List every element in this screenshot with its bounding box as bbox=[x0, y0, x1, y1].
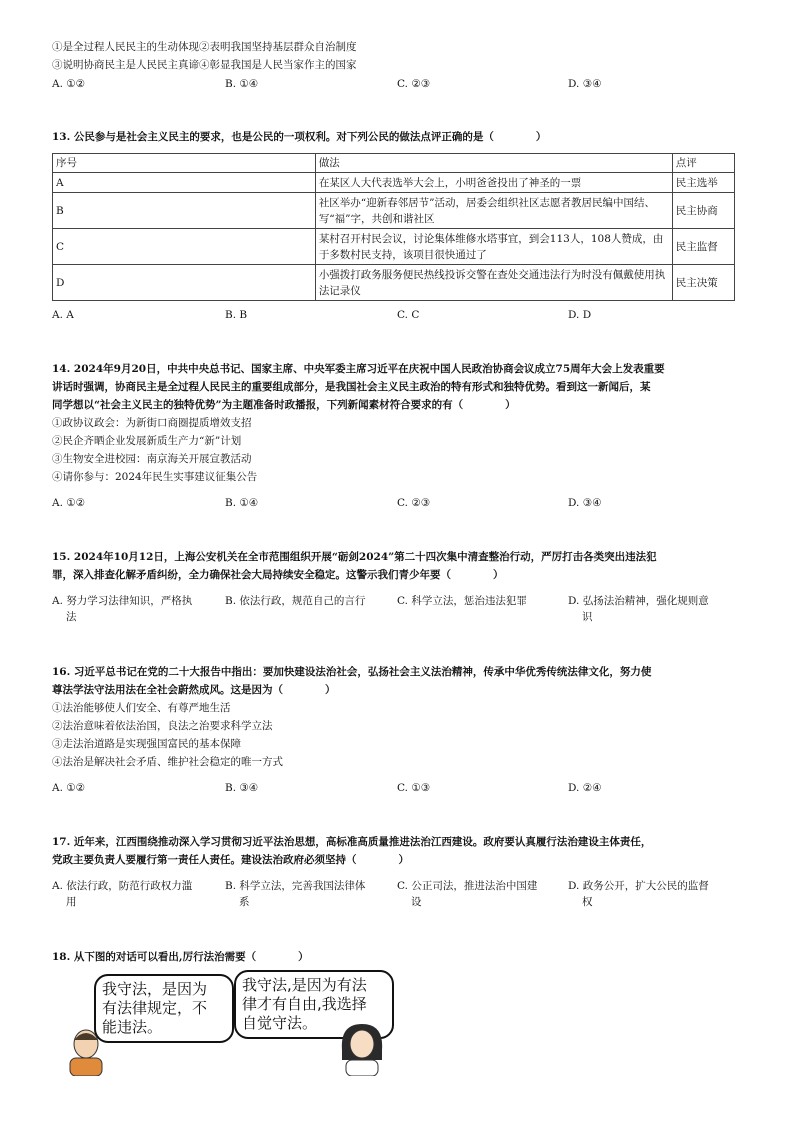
option-text-wrap: 设 bbox=[411, 896, 422, 908]
header-cell: 序号 bbox=[53, 154, 316, 173]
q12-statement-2: ③说明协商民主是人民民主真谛④彰显我国是人民当家作主的国家 bbox=[52, 59, 357, 71]
q17-option-d[interactable] bbox=[568, 878, 709, 910]
row-id: A bbox=[53, 173, 316, 193]
bubble-text: 律才有自由,我选择 bbox=[242, 995, 367, 1013]
row-action: 在某区人大代表选举大会上，小明爸爸投出了神圣的一票 bbox=[315, 173, 672, 193]
q18-stem: 18. 从下图的对话可以看出,厉行法治需要（ ） bbox=[52, 951, 309, 963]
q16-stem-line-1: 16. 习近平总书记在党的二十大报告中指出：要加快建设法治社会，弘扬社会主义法治精神，传承中华优秀传统法律文化，努力使 bbox=[52, 666, 652, 678]
q16-option-c[interactable]: C. ①③ bbox=[397, 782, 431, 794]
q17-option-c[interactable] bbox=[397, 878, 537, 910]
q14-item-1: ①政协议政会：为新街口商圈提质增效支招 bbox=[52, 417, 252, 429]
q14-stem-line-2: 讲话时强调，协商民主是全过程人民民主的重要组成部分，是我国社会主义民主政治的特有形式和独特优势。看到这一新闻后，某 bbox=[52, 381, 651, 393]
q15-option-a[interactable] bbox=[52, 593, 192, 625]
option-text-wrap: 权 bbox=[582, 896, 593, 908]
option-text: B. 科学立法，完善我国法律体 bbox=[225, 880, 366, 892]
q16-item-4: ④法治是解决社会矛盾、维护社会稳定的唯一方式 bbox=[52, 756, 283, 768]
q16-option-d[interactable]: D. ②④ bbox=[568, 782, 602, 794]
bubble-text: 我守法，是因为 bbox=[102, 980, 208, 998]
bubble-text: 能违法。 bbox=[102, 1018, 163, 1036]
q14-stem-line-3: 同学想以“社会主义民主的独特优势”为主题准备时政播报，下列新闻素材符合要求的有（ ） bbox=[52, 399, 516, 411]
q15-option-d[interactable] bbox=[568, 593, 709, 625]
row-action: 社区举办“迎新春邻居节”活动，居委会组织社区志愿者教居民编中国结、写“福”字，共创和谐社区 bbox=[315, 193, 672, 229]
row-comment: 民主监督 bbox=[672, 229, 734, 265]
q16-item-1: ①法治能够使人们安全、有尊严地生活 bbox=[52, 702, 231, 714]
table-header-row bbox=[53, 154, 735, 173]
option-text-wrap: 法 bbox=[66, 611, 77, 623]
q16-option-b[interactable]: B. ③④ bbox=[225, 782, 259, 794]
speech-bubble-left bbox=[94, 974, 234, 1043]
q16-item-3: ③走法治道路是实现强国富民的基本保障 bbox=[52, 738, 241, 750]
q14-option-a[interactable]: A. ①② bbox=[52, 497, 86, 509]
q12-option-c[interactable]: C. ②③ bbox=[397, 78, 431, 90]
q14-option-c[interactable]: C. ②③ bbox=[397, 497, 431, 509]
q17-option-b[interactable] bbox=[225, 878, 365, 910]
q16-item-2: ②法治意味着依法治国，良法之治要求科学立法 bbox=[52, 720, 273, 732]
option-text-wrap: 识 bbox=[582, 611, 593, 623]
q17-option-a[interactable] bbox=[52, 878, 192, 910]
dialogue-illustration bbox=[62, 968, 402, 1076]
header-cell: 点评 bbox=[672, 154, 734, 173]
row-action: 某村召开村民会议，讨论集体维修水塔事宜，到会113人，108人赞成，由于多数村民支持，该项目很快通过了 bbox=[315, 229, 672, 265]
q13-table bbox=[52, 153, 735, 301]
row-id: C bbox=[53, 229, 316, 265]
table-row bbox=[53, 229, 735, 265]
option-text: C. 科学立法，惩治违法犯罪 bbox=[397, 595, 527, 607]
option-text: A. 努力学习法律知识，严格执 bbox=[52, 595, 193, 607]
q15-stem-line-2: 罪，深入排查化解矛盾纠纷，全力确保社会大局持续安全稳定。这警示我们青少年要（ ） bbox=[52, 569, 504, 581]
table-row bbox=[53, 265, 735, 301]
q12-option-b[interactable]: B. ①④ bbox=[225, 78, 259, 90]
q13-option-d[interactable]: D. D bbox=[568, 309, 592, 321]
q15-option-c[interactable] bbox=[397, 593, 527, 609]
q15-stem-line-1: 15. 2024年10月12日，上海公安机关在全市范围组织开展“砺剑2024”第二十四次集中清查整治行动，严厉打击各类突出违法犯 bbox=[52, 551, 657, 563]
row-comment: 民主决策 bbox=[672, 265, 734, 301]
table-row bbox=[53, 173, 735, 193]
q17-stem-line-1: 17. 近年来，江西围绕推动深入学习贯彻习近平法治思想，高标准高质量推进法治江西建设。政府要认真履行法治建设主体责任， bbox=[52, 836, 652, 848]
q13-option-a[interactable]: A. A bbox=[52, 309, 74, 321]
q14-item-3: ③生物安全进校园：南京海关开展宣教活动 bbox=[52, 453, 252, 465]
row-comment: 民主选举 bbox=[672, 173, 734, 193]
option-text: D. 弘扬法治精神，强化规则意 bbox=[568, 595, 709, 607]
table-row bbox=[53, 193, 735, 229]
bubble-text: 有法律规定，不 bbox=[102, 999, 208, 1017]
q16-stem-line-2: 尊法学法守法用法在全社会蔚然成风。这是因为（ ） bbox=[52, 684, 336, 696]
q14-item-4: ④请你参与：2024年民生实事建议征集公告 bbox=[52, 471, 258, 483]
row-comment: 民主协商 bbox=[672, 193, 734, 229]
q13-option-b[interactable]: B. B bbox=[225, 309, 248, 321]
q12-statement-1: ①是全过程人民民主的生动体现②表明我国坚持基层群众自治制度 bbox=[52, 41, 357, 53]
q14-item-2: ②民企齐晒企业发展新质生产力“新”计划 bbox=[52, 435, 242, 447]
q13-stem: 13. 公民参与是社会主义民主的要求，也是公民的一项权利。对下列公民的做法点评正确的是（ ） bbox=[52, 131, 547, 143]
q12-option-d[interactable]: D. ③④ bbox=[568, 78, 602, 90]
q14-option-b[interactable]: B. ①④ bbox=[225, 497, 259, 509]
q16-option-a[interactable]: A. ①② bbox=[52, 782, 86, 794]
q14-option-d[interactable]: D. ③④ bbox=[568, 497, 602, 509]
option-text: D. 政务公开，扩大公民的监督 bbox=[568, 880, 709, 892]
q12-option-a[interactable]: A. ①② bbox=[52, 78, 86, 90]
option-text-wrap: 用 bbox=[66, 896, 77, 908]
row-id: D bbox=[53, 265, 316, 301]
q17-stem-line-2: 党政主要负责人要履行第一责任人责任。建设法治政府必须坚持（ ） bbox=[52, 854, 409, 866]
girl-figure-icon bbox=[332, 1020, 392, 1076]
option-text: C. 公正司法，推进法治中国建 bbox=[397, 880, 538, 892]
option-text: B. 依法行政，规范自己的言行 bbox=[225, 595, 366, 607]
q13-option-c[interactable]: C. C bbox=[397, 309, 420, 321]
row-action: 小强拨打政务服务便民热线投诉交警在查处交通违法行为时没有佩戴使用执法记录仪 bbox=[315, 265, 672, 301]
header-cell: 做法 bbox=[315, 154, 672, 173]
q14-stem-line-1: 14. 2024年9月20日，中共中央总书记、国家主席、中央军委主席习近平在庆祝中国人民政治协商会议成立75周年大会上发表重要 bbox=[52, 363, 665, 375]
option-text: A. 依法行政，防范行政权力滥 bbox=[52, 880, 193, 892]
row-id: B bbox=[53, 193, 316, 229]
q15-option-b[interactable] bbox=[225, 593, 365, 609]
option-text-wrap: 系 bbox=[239, 896, 250, 908]
boy-figure-icon bbox=[62, 1026, 110, 1076]
bubble-text: 自觉守法。 bbox=[242, 1014, 318, 1032]
bubble-text: 我守法,是因为有法 bbox=[242, 976, 367, 994]
